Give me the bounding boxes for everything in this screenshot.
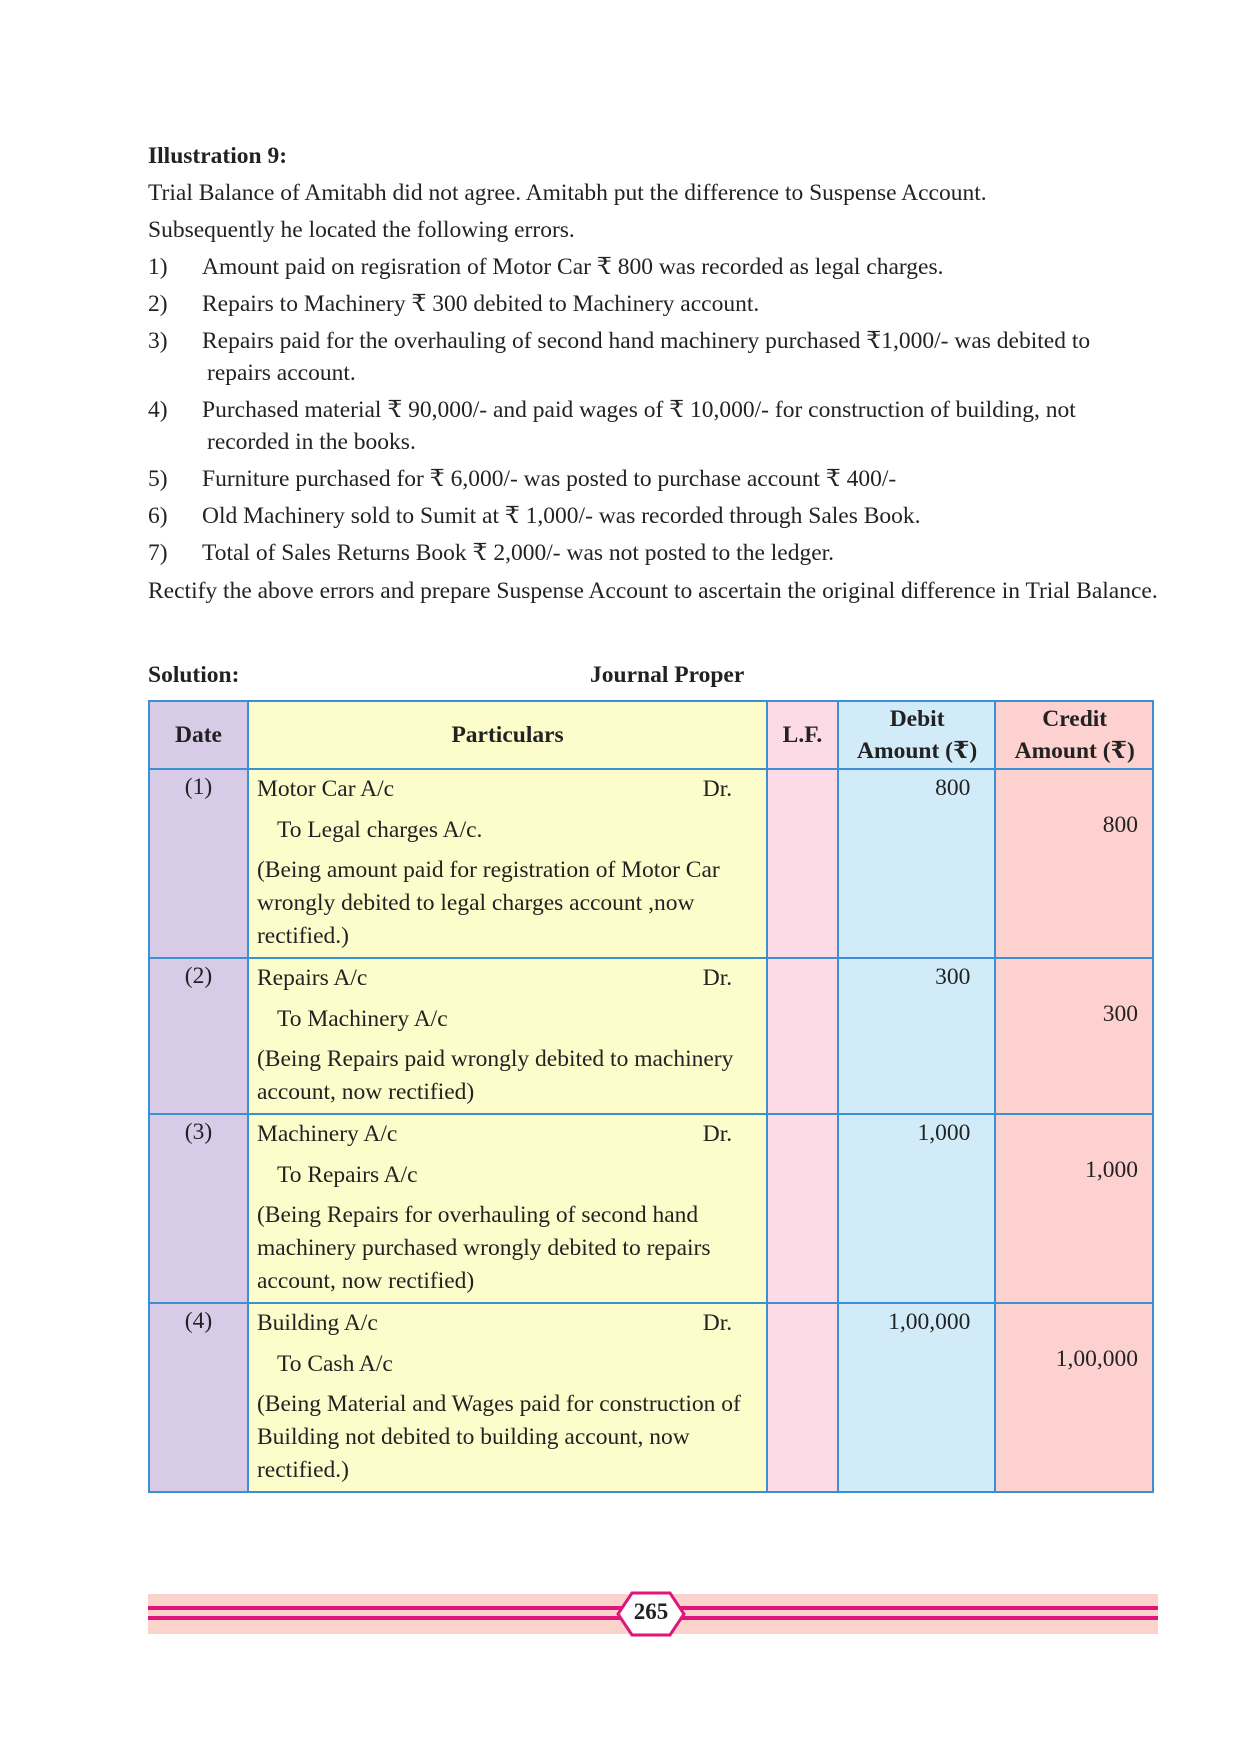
error-text	[202, 498, 1158, 535]
entry-dr-label: Dr.	[702, 1310, 733, 1336]
entry-credit-amount: 300	[1102, 1001, 1138, 1027]
error-text-continuation: recorded in the books.	[207, 429, 416, 455]
error-text	[202, 535, 1158, 572]
credit-spacer	[996, 771, 1138, 808]
entry-dr-label: Dr.	[702, 776, 733, 802]
header-credit-line2: Amount (₹)	[1014, 738, 1135, 764]
error-item	[148, 323, 1158, 392]
entry-particulars	[248, 769, 767, 958]
entry-lf	[767, 1114, 838, 1303]
entry-debit-line	[249, 1304, 766, 1346]
entry-credit-cell	[995, 1303, 1153, 1492]
journal-title: Journal Proper	[590, 662, 745, 688]
error-item	[148, 392, 1158, 461]
entry-lf	[767, 769, 838, 958]
page-number-badge	[616, 1591, 686, 1637]
entry-credit-cell	[995, 958, 1153, 1114]
entry-date: (2)	[149, 958, 248, 1114]
error-number: 6)	[148, 503, 168, 529]
header-credit-line1: Credit	[1042, 706, 1108, 732]
error-text-continuation: repairs account.	[207, 360, 356, 386]
error-text-main: Repairs paid for the overhauling of second hand machinery purchased ₹1,000/- was debited to	[202, 328, 1091, 354]
journal-body	[149, 769, 1153, 1492]
entry-debit-amount: 300	[838, 958, 996, 1114]
credit-spacer	[996, 1116, 1138, 1153]
error-text-main: Furniture purchased for ₹ 6,000/- was posted to purchase account ₹ 400/-	[202, 466, 897, 492]
header-lf: L.F.	[767, 701, 838, 769]
entry-debit-account: Repairs A/c	[256, 965, 368, 991]
entry-credit-cell	[995, 769, 1153, 958]
rectify-instruction: Rectify the above errors and prepare Suspense Account to ascertain the original difference in Trial Balance.	[148, 578, 1158, 604]
entry-debit-line	[249, 959, 766, 1001]
entry-credit-cell	[995, 1114, 1153, 1303]
entry-dr-label: Dr.	[702, 1121, 733, 1147]
header-debit-line2: Amount (₹)	[857, 738, 978, 764]
error-list	[148, 249, 1158, 572]
credit-spacer	[996, 1305, 1138, 1342]
error-number: 3)	[148, 328, 168, 354]
credit-spacer	[996, 960, 1138, 997]
error-number: 7)	[148, 540, 168, 566]
intro-line-1: Trial Balance of Amitabh did not agree. Amitabh put the difference to Suspense Account.	[148, 180, 987, 206]
page-footer	[148, 1594, 1158, 1634]
header-debit-line1: Debit	[889, 706, 945, 732]
error-text-main: Repairs to Machinery ₹ 300 debited to Machinery account.	[202, 291, 760, 317]
journal-entry-row	[149, 1114, 1153, 1303]
entry-dr-label: Dr.	[702, 965, 733, 991]
error-number: 2)	[148, 291, 168, 317]
error-text	[202, 461, 1158, 498]
error-item	[148, 249, 1158, 286]
entry-debit-line	[249, 1115, 766, 1157]
error-text-main: Purchased material ₹ 90,000/- and paid wages of ₹ 10,000/- for construction of building, not	[202, 397, 1076, 423]
entry-date: (4)	[149, 1303, 248, 1492]
journal-entry-row	[149, 769, 1153, 958]
entry-debit-line	[249, 770, 766, 812]
entry-debit-account: Building A/c	[256, 1310, 378, 1336]
error-number: 4)	[148, 397, 168, 423]
entry-credit-account: To Legal charges A/c.	[276, 817, 483, 843]
error-item	[148, 286, 1158, 323]
entry-narration: (Being Material and Wages paid for construction of Building not debited to building account, now rectified.)	[256, 1391, 741, 1483]
entry-particulars	[248, 1303, 767, 1492]
error-item	[148, 535, 1158, 572]
illustration-heading: Illustration 9:	[148, 143, 288, 169]
entry-credit-amount: 1,00,000	[1055, 1346, 1138, 1372]
error-text-main: Total of Sales Returns Book ₹ 2,000/- was not posted to the ledger.	[202, 540, 835, 566]
entry-narration: (Being amount paid for registration of Motor Car wrongly debited to legal charges account ,now rectified.)	[256, 857, 720, 949]
solution-label: Solution:	[148, 662, 240, 688]
illustration-block	[148, 138, 1158, 607]
entry-particulars	[248, 1114, 767, 1303]
header-credit	[995, 701, 1153, 769]
journal-entry-row	[149, 1303, 1153, 1492]
entry-debit-account: Machinery A/c	[256, 1121, 398, 1147]
error-text-main: Old Machinery sold to Sumit at ₹ 1,000/- was recorded through Sales Book.	[202, 503, 921, 529]
error-text	[202, 286, 1158, 323]
entry-debit-amount: 800	[838, 769, 996, 958]
header-debit	[838, 701, 996, 769]
entry-credit-amount: 800	[1102, 812, 1138, 838]
entry-debit-amount: 1,00,000	[838, 1303, 996, 1492]
page-number: 265	[633, 1599, 669, 1624]
header-particulars: Particulars	[248, 701, 767, 769]
error-item	[148, 498, 1158, 535]
intro-line-2: Subsequently he located the following errors.	[148, 217, 575, 243]
error-text	[202, 323, 1158, 392]
entry-narration: (Being Repairs for overhauling of second hand machinery purchased wrongly debited to repairs account, now rectified)	[256, 1202, 711, 1294]
error-item	[148, 461, 1158, 498]
entry-narration: (Being Repairs paid wrongly debited to machinery account, now rectified)	[256, 1046, 734, 1105]
entry-debit-amount: 1,000	[838, 1114, 996, 1303]
error-text-main: Amount paid on regisration of Motor Car ₹ 800 was recorded as legal charges.	[202, 254, 944, 280]
entry-date: (3)	[149, 1114, 248, 1303]
entry-credit-account: To Cash A/c	[276, 1351, 393, 1377]
entry-credit-account: To Repairs A/c	[276, 1162, 418, 1188]
entry-lf	[767, 958, 838, 1114]
journal-entry-row	[149, 958, 1153, 1114]
entry-particulars	[248, 958, 767, 1114]
journal-table	[148, 700, 1154, 1493]
entry-date: (1)	[149, 769, 248, 958]
header-date: Date	[149, 701, 248, 769]
error-number: 1)	[148, 254, 168, 280]
entry-lf	[767, 1303, 838, 1492]
journal-header-row	[149, 701, 1153, 769]
error-number: 5)	[148, 466, 168, 492]
error-text	[202, 392, 1158, 461]
entry-credit-amount: 1,000	[1085, 1157, 1138, 1183]
entry-debit-account: Motor Car A/c	[256, 776, 395, 802]
error-text	[202, 249, 1158, 286]
entry-credit-account: To Machinery A/c	[276, 1006, 448, 1032]
solution-row	[148, 662, 1158, 696]
